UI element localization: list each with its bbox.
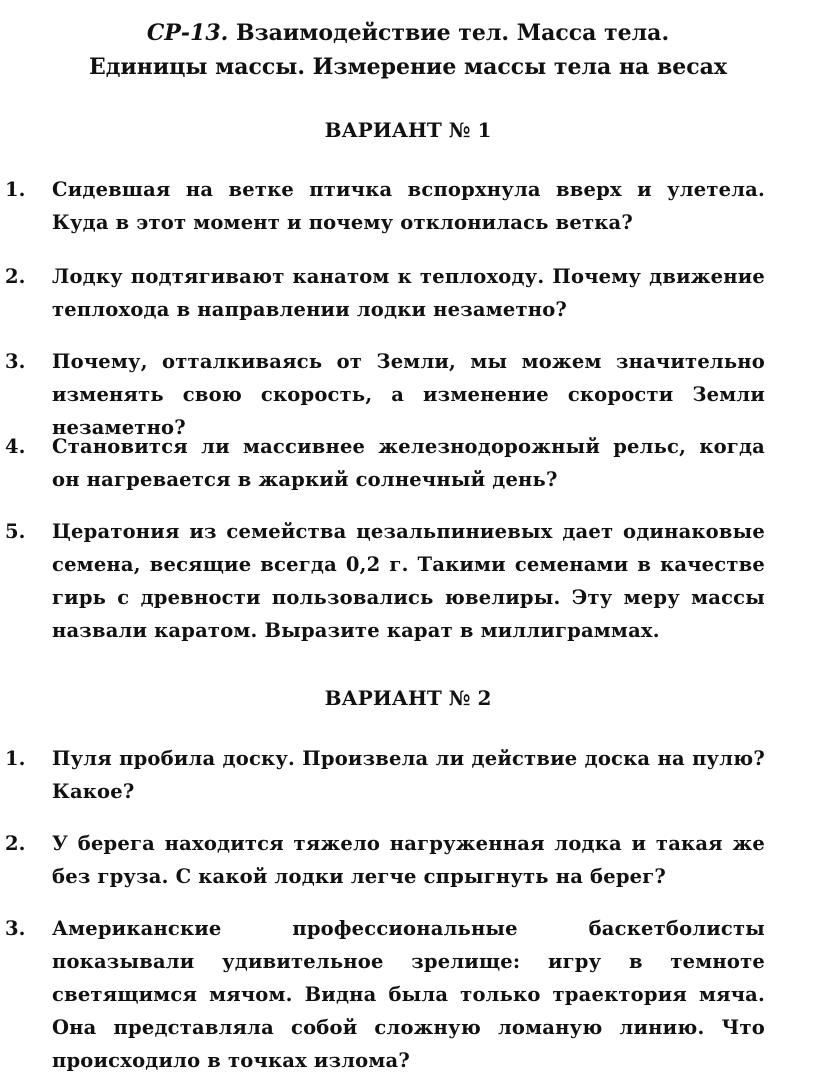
question-number: 1.: [5, 747, 26, 770]
title-text-line-1: Взаимодействие тел. Масса тела.: [236, 20, 670, 46]
variant-2-heading: ВАРИАНТ № 2: [324, 686, 492, 710]
question-number: 2.: [5, 832, 26, 855]
variant-2-question-1: [5, 742, 765, 808]
variant-1-question-4: [5, 430, 765, 496]
question-text: Становится ли массивнее железнодорожный рельс, когда он нагревается в жаркий солнечный день?: [52, 435, 765, 491]
page-title-line-1: [0, 16, 816, 50]
question-number: 1.: [5, 178, 26, 201]
question-number: 2.: [5, 265, 26, 288]
variant-1-heading: ВАРИАНТ № 1: [324, 118, 492, 142]
question-text: Сидевшая на ветке птичка вспорхнула вверх и улетела. Куда в этот момент и почему отклонилась ветка?: [52, 178, 765, 234]
page-title-line-2: Единицы массы. Измерение массы тела на весах: [88, 54, 728, 80]
variant-1-question-5: [5, 515, 765, 647]
question-text: Почему, отталкиваясь от Земли, мы можем значительно изменять свою скорость, а изменение скорости Земли незаметно?: [52, 350, 765, 439]
worksheet-code: СР-13.: [146, 20, 229, 46]
question-number: 3.: [5, 917, 26, 940]
question-number: 5.: [5, 520, 26, 543]
question-text: У берега находится тяжело нагруженная лодка и такая же без груза. С какой лодки легче спрыгнуть на берег?: [52, 832, 765, 888]
variant-1-question-2: [5, 260, 765, 326]
variant-1-question-1: [5, 173, 765, 239]
question-text: Американские профессиональные баскетболисты показывали удивительное зрелище: игру в темноте светящимся мячом. Видна была только траектория мяча. Она представляла собой сложную ломаную линию. Что происходило в точках излома?: [52, 917, 765, 1072]
question-number: 4.: [5, 435, 26, 458]
variant-2-question-2: [5, 827, 765, 893]
variant-2-question-3: [5, 912, 765, 1077]
question-text: Лодку подтягивают канатом к теплоходу. Почему движение теплохода в направлении лодки незаметно?: [52, 265, 765, 321]
question-number: 3.: [5, 350, 26, 373]
question-text: Пуля пробила доску. Произвела ли действие доска на пулю? Какое?: [52, 747, 765, 803]
question-text: Цератония из семейства цезальпиниевых дает одинаковые семена, весящие всегда 0,2 г. Такими семенами в качестве гирь с древности пользовались ювелиры. Эту меру массы назвали каратом. Выразите карат в миллиграммах.: [52, 520, 765, 642]
